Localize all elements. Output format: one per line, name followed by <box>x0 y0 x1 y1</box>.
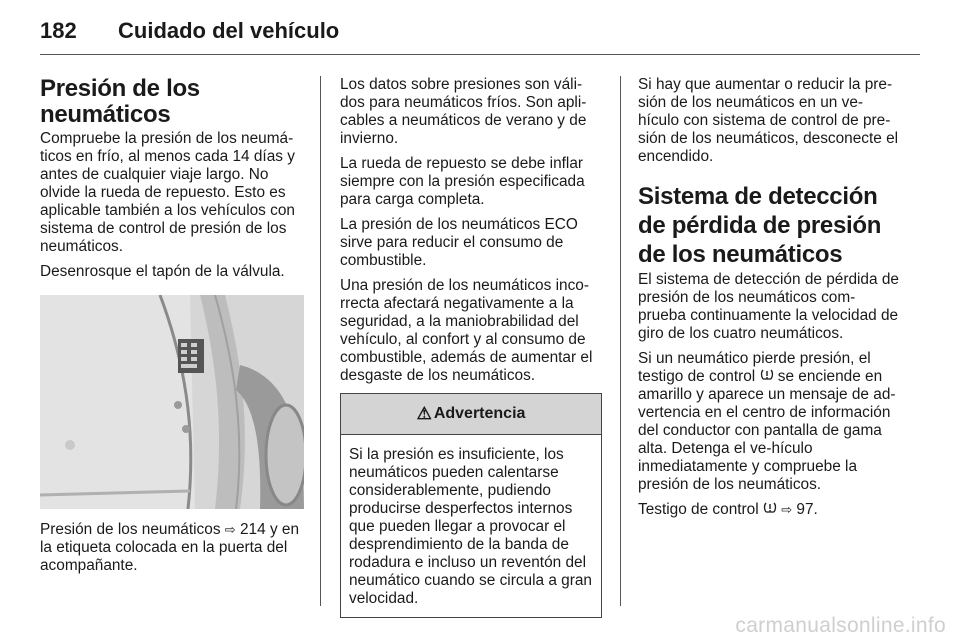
warning-triangle-icon: ⚠ <box>416 404 432 423</box>
page-header <box>40 14 920 55</box>
page-number: 182 <box>40 18 77 43</box>
chapter-title: Cuidado del vehículo <box>118 18 340 43</box>
tire-pressure-warning-icon <box>763 501 777 515</box>
paragraph: El sistema de detección de pérdida de presión de los neumáticos com-prueba continuamente la velocidad de giro de los cuatro neumáticos. <box>638 271 899 342</box>
warning-header <box>341 394 601 435</box>
paragraph: Si hay que aumentar o reducir la pre-sión de los neumáticos en un ve-hículo con sistema de control de pre-sión de los neumáticos, desconecte el encendido. <box>638 76 899 165</box>
page-reference[interactable]: 97. <box>796 501 818 518</box>
paragraph: Presión de los neumáticos ⇨ 214 y en la etiqueta colocada en la puerta del acompañante. <box>40 521 300 574</box>
page-reference[interactable]: 214 <box>239 521 266 538</box>
paragraph: Desenrosque el tapón de la válvula. <box>40 263 285 280</box>
page-reference-arrow-icon: ⇨ <box>224 522 236 537</box>
paragraph: La presión de los neumáticos ECO sirve para reducir el consumo de combustible. <box>340 216 578 269</box>
warning-body: Si la presión es insuficiente, los neumáticos pueden calentarse considerablemente, pudiendo producirse desperfectos internos que pueden llegar a provocar el desprendimiento de la banda de rodadura e incluso un reventón del neumático cuando se circula a gran velocidad. <box>349 446 592 607</box>
page-reference-arrow-icon: ⇨ <box>781 502 793 517</box>
paragraph: Si un neumático pierde presión, el testigo de control se enciende en amarillo y aparece un mensaje de ad-vertencia en el centro de información del conductor con pantalla de gama alta. Detenga el ve-hículo inmediatamente y compruebe la presión de los neumáticos. <box>638 350 896 493</box>
warning-title: Advertencia <box>433 405 526 422</box>
paragraph: La rueda de repuesto se debe inflar siempre con la presión especificada para carga completa. <box>340 155 585 208</box>
paragraph: Testigo de control ⇨ 97. <box>638 501 818 518</box>
watermark: carmanualsonline.info <box>735 614 946 637</box>
column-2 <box>340 76 602 618</box>
tire-pressure-warning-icon <box>760 368 774 382</box>
column-divider <box>320 76 321 606</box>
paragraph: Compruebe la presión de los neumá-ticos en frío, al menos cada 14 días y antes de cualquier viaje largo. No olvide la rueda de repuesto. Esto es aplicable también a los vehículos con sistema de control de presión de los neumáticos. <box>40 130 295 255</box>
column-divider <box>620 76 621 606</box>
warning-box <box>340 393 602 618</box>
paragraph: Los datos sobre presiones son váli-dos para neumáticos fríos. Son apli-cables a neumáticos de verano y de invierno. <box>340 76 587 147</box>
valve-cap-figure <box>40 295 304 509</box>
door-pillar-illustration <box>40 295 304 509</box>
column-3 <box>638 76 902 526</box>
section-title-pressure-loss-detection: Sistema de detección de pérdida de presión de los neumáticos <box>638 183 882 268</box>
paragraph: Una presión de los neumáticos inco-rrecta afectará negativamente a la seguridad, a la maniobrabilidad del vehículo, al confort y al consumo de combustible, además de aumentar el desgaste de los neumáticos. <box>340 277 593 384</box>
section-title-tire-pressure: Presión de los neumáticos <box>40 75 200 128</box>
column-1 <box>40 76 306 582</box>
